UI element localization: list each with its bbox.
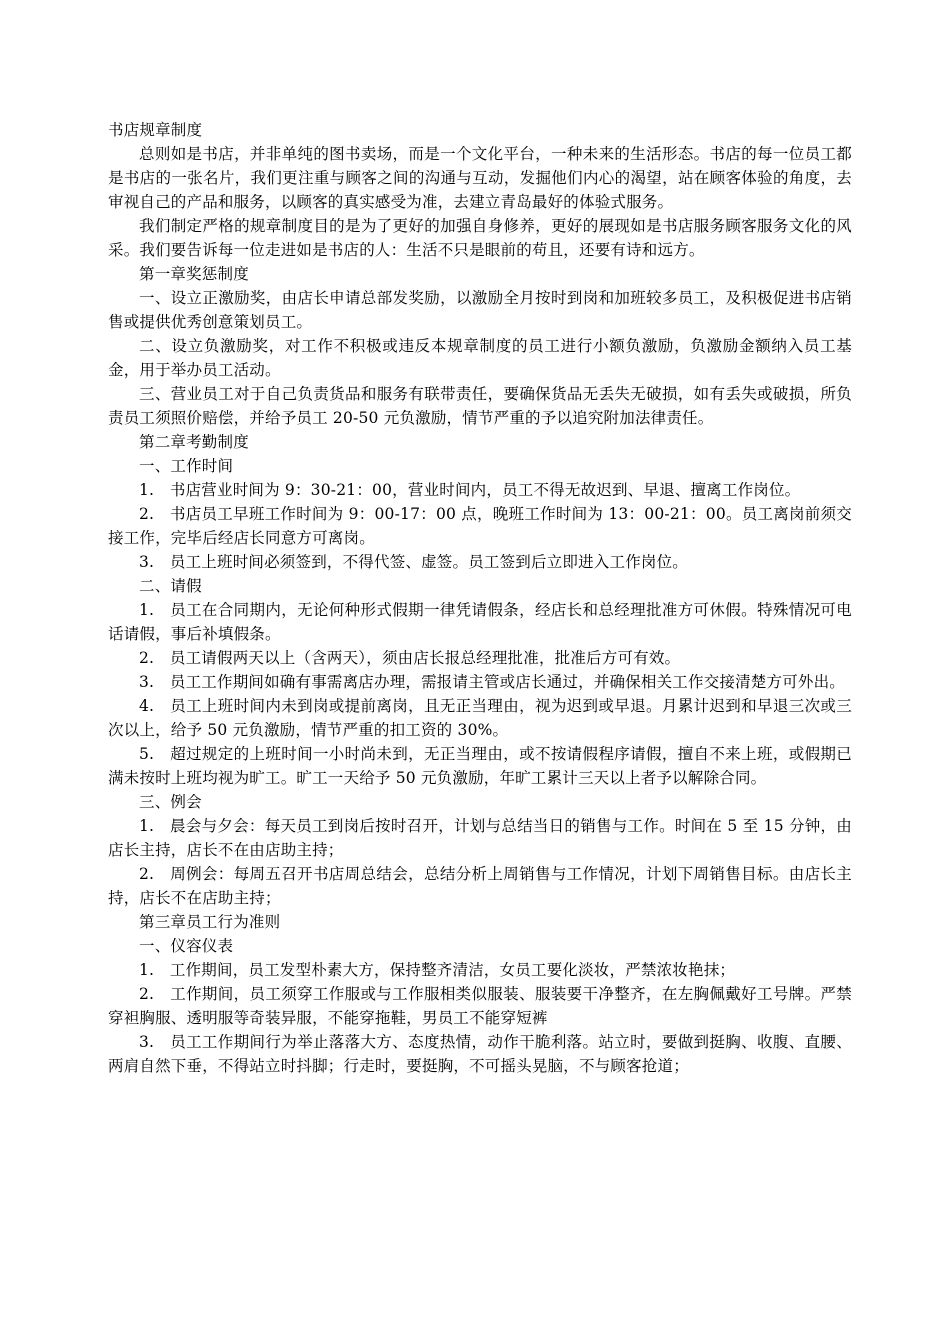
work-hours-item-2: 2. 书店员工早班工作时间为 9：00-17：00 点，晚班工作时间为 13：00-21：00。员工离岗前须交接工作，完毕后经店长同意方可离岗。	[108, 505, 852, 547]
chapter-1-item-3: 三、营业员工对于自己负责货品和服务有联带责任，要确保货品无丢失无破损，如有丢失或破损，所负责员工须照价赔偿，并给予员工 20-50 元负激励，情节严重的予以追究附加法律责任。	[108, 385, 852, 427]
work-hours-item-1: 1. 书店营业时间为 9：30-21：00，营业时间内，员工不得无故迟到、早退、擅离工作岗位。	[139, 481, 801, 499]
appearance-item-1: 1. 工作期间，员工发型朴素大方，保持整齐清洁，女员工要化淡妆，严禁浓妆艳抹；	[139, 961, 736, 979]
general-principles-paragraph: 总则如是书店，并非单纯的图书卖场，而是一个文化平台，一种未来的生活形态。书店的每一位员工都是书店的一张名片，我们更注重与顾客之间的沟通与互动，发掘他们内心的渴望，站在顾客体验的角度，去审视自己的产品和服务，以顾客的真实感受为准，去建立青岛最好的体验式服务。	[108, 145, 852, 211]
section-work-hours-heading: 一、工作时间	[139, 457, 234, 475]
appearance-item-2: 2. 工作期间，员工须穿工作服或与工作服相类似服装、服装要干净整齐，在左胸佩戴好工号牌。严禁穿袒胸服、透明服等奇装异服，不能穿拖鞋，男员工不能穿短裤	[108, 985, 852, 1027]
section-meetings-heading: 三、例会	[139, 793, 202, 811]
section-leave-heading: 二、请假	[139, 577, 202, 595]
purpose-paragraph: 我们制定严格的规章制度目的是为了更好的加强自身修养，更好的展现如是书店服务顾客服务文化的风采。我们要告诉每一位走进如是书店的人：生活不只是眼前的苟且，还要有诗和远方。	[108, 217, 852, 259]
section-appearance-heading: 一、仪容仪表	[139, 937, 234, 955]
document-body	[108, 118, 852, 1078]
meetings-item-1: 1. 晨会与夕会：每天员工到岗后按时召开，计划与总结当日的销售与工作。时间在 5 至 15 分钟，由店长主持，店长不在由店助主持；	[108, 817, 852, 859]
appearance-item-3: 3. 员工工作期间行为举止落落大方、态度热情，动作干脆利落。站立时，要做到挺胸、收腹、直腰、两肩自然下垂，不得站立时抖脚；行走时，要挺胸，不可摇头晃脑，不与顾客抢道；	[108, 1033, 852, 1075]
chapter-3-heading: 第三章员工行为准则	[139, 913, 281, 931]
leave-item-4: 4. 员工上班时间内未到岗或提前离岗，且无正当理由，视为迟到或早退。月累计迟到和早退三次或三次以上，给予 50 元负激励，情节严重的扣工资的 30%。	[108, 697, 852, 739]
leave-item-1: 1. 员工在合同期内，无论何种形式假期一律凭请假条，经店长和总经理批准方可休假。特殊情况可电话请假，事后补填假条。	[108, 601, 852, 643]
document-title: 书店规章制度	[108, 121, 203, 139]
leave-item-3: 3. 员工工作期间如确有事需离店办理，需报请主管或店长通过，并确保相关工作交接清楚方可外出。	[139, 673, 845, 691]
leave-item-5: 5. 超过规定的上班时间一小时尚未到，无正当理由，或不按请假程序请假，擅自不来上班，或假期已满未按时上班均视为旷工。旷工一天给予 50 元负激励，年旷工累计三天以上者予以解除合同。	[108, 745, 852, 787]
chapter-1-item-1: 一、设立正激励奖，由店长申请总部发奖励，以激励全月按时到岗和加班较多员工，及积极促进书店销售或提供优秀创意策划员工。	[108, 289, 852, 331]
meetings-item-2: 2. 周例会：每周五召开书店周总结会，总结分析上周销售与工作情况，计划下周销售目标。由店长主持，店长不在店助主持；	[108, 865, 852, 907]
leave-item-2: 2. 员工请假两天以上（含两天），须由店长报总经理批准，批准后方可有效。	[139, 649, 681, 667]
chapter-2-heading: 第二章考勤制度	[139, 433, 249, 451]
work-hours-item-3: 3. 员工上班时间必须签到，不得代签、虚签。员工签到后立即进入工作岗位。	[139, 553, 688, 571]
chapter-1-heading: 第一章奖惩制度	[139, 265, 249, 283]
chapter-1-item-2: 二、设立负激励奖，对工作不积极或违反本规章制度的员工进行小额负激励，负激励金额纳入员工基金，用于举办员工活动。	[108, 337, 852, 379]
